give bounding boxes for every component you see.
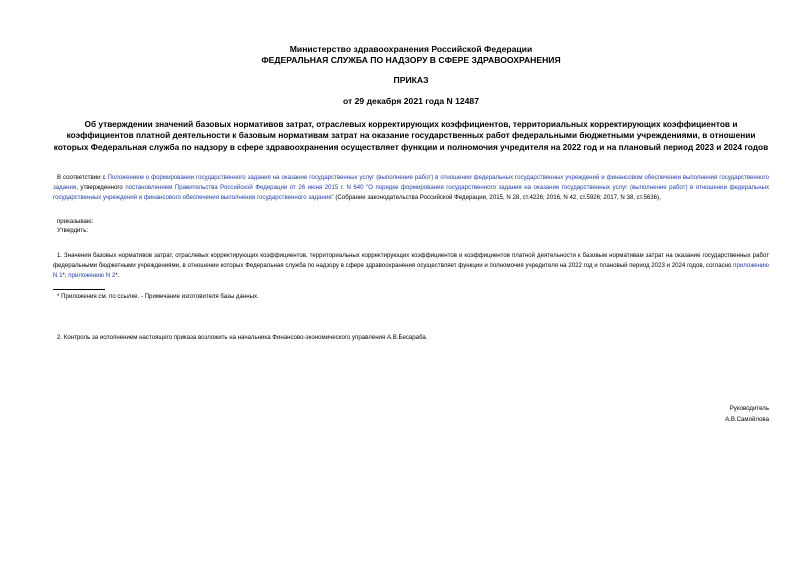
item-2-paragraph: 2. Контроль за исполнением настоящего приказа возложить на начальника Финансово-экономического управления А.В.Бесараба. <box>57 334 428 342</box>
footnote-divider <box>53 289 105 290</box>
footnote: * Приложения см. по ссылке. - Примечание изготовителя базы данных. <box>57 292 259 300</box>
intro-text-3: (Собрание законодательства Российской Федерации, 2015, N 28, ст.4226; 2016, N 42, ст.5926; 2017, N 38, ст.5636), <box>333 193 661 201</box>
item-1-end: *. <box>115 271 120 279</box>
order-word: приказываю: <box>57 217 94 225</box>
signature-position: Руководитель <box>729 405 769 412</box>
signature-block <box>725 404 769 425</box>
ministry-name: Министерство здравоохранения Российской Федерации <box>289 44 533 54</box>
regulation-link[interactable]: Положением о формировании государственного задания на оказание государственных услуг (выполнение работ) в отношении федеральных государственных учреждений и финансовом обеспечении выполнения государственного задания <box>53 174 769 192</box>
appendix-1-link[interactable]: приложению N 1 <box>53 262 769 279</box>
service-name: ФЕДЕРАЛЬНАЯ СЛУЖБА ПО НАДЗОРУ В СФЕРЕ ЗДРАВООХРАНЕНИЯ <box>261 54 561 65</box>
government-decree-link[interactable]: постановлением Правительства Российской Федерации от 26 июня 2015 г. N 640 "О порядке формирования государственного задания на оказание государственных услуг (выполнение работ) в отношении федеральных государственных учреждений и финансового обеспечения выполнения государственного задания" <box>53 184 770 201</box>
intro-text-2: , утвержденного <box>76 184 126 192</box>
approve-word: Утвердить: <box>57 227 89 235</box>
signature-name: А.В.Самойлова <box>725 415 769 423</box>
item-1-separator: *, <box>62 271 69 279</box>
item-1-text: 1. Значения базовых нормативов затрат, отраслевых корректирующих коэффициентов, территориальных корректирующих коэффициентов и коэффициентов платной деятельности к базовым нормативам затрат на оказание государственных работ федеральными бюджетными учреждениями, в отношении которых Федеральная служба по надзору в сфере здравоохранения осуществляет функции и полномочия учредителя на 2022 год и плановый период 2023 и 2024 годов, согласно <box>53 252 769 269</box>
appendix-2-link[interactable]: приложению N 2 <box>68 271 116 279</box>
intro-paragraph <box>53 173 769 202</box>
document-title: Об утверждении значений базовых нормативов затрат, отраслевых корректирующих коэффициентов, территориальных корректирующих коэффициентов и коэффициентов платной деятельности к базовым нормативам затрат на оказание государственных работ федеральными бюджетными учреждениями, в отношении которых Федеральная служба по надзору в сфере здравоохранения осуществляет функции и полномочия учредителя на 2022 год и на плановый период 2023 и 2024 годов <box>53 119 769 152</box>
document-type: ПРИКАЗ <box>393 75 429 85</box>
document-date-number: от 29 декабря 2021 года N 12487 <box>343 95 479 106</box>
item-1-paragraph <box>53 251 769 280</box>
intro-text-1: В соответствии с <box>57 174 108 182</box>
document-body <box>53 44 769 343</box>
